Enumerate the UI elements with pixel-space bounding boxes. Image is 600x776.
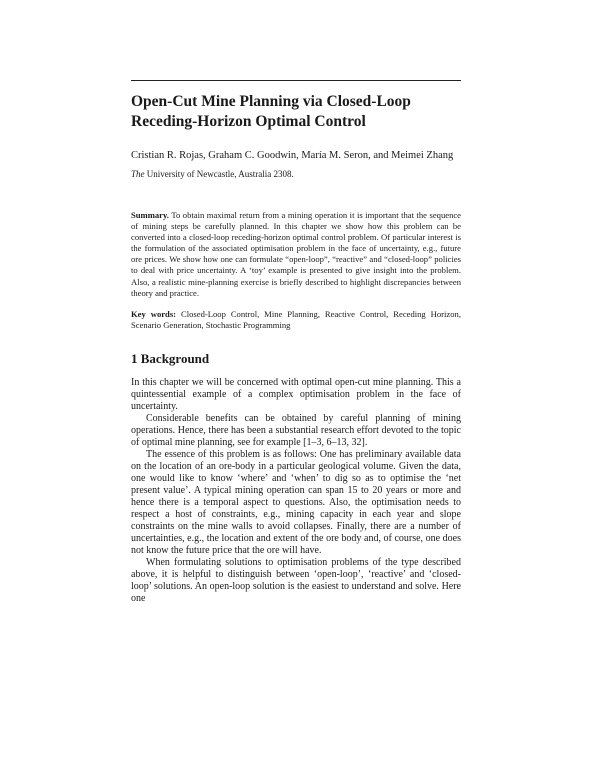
- title-line-2: Receding-Horizon Optimal Control: [131, 113, 366, 130]
- affiliation-prefix: The: [131, 169, 145, 179]
- paragraph: When formulating solutions to optimisation problems of the type described above, it is helpful to distinguish between ‘open-loop’, ‘reactive’ and ‘closed-loop’ solutions. An open-loop solution is the easiest to understand and solve. Here one: [131, 557, 461, 604]
- summary-text: To obtain maximal return from a mining operation it is important that the sequence of mining steps be carefully planned. In this chapter we show how this problem can be converted into a closed-loop receding-horizon optimal control problem. Of particular interest is the formulation of the associated optimisation problem in the face of uncertainty, e.g., future ore prices. We show how one can formulate “open-loop”, “reactive” and “closed-loop” policies to deal with price uncertainty. A ‘toy’ example is presented to give insight into the problem. Also, a realistic mine-planning exercise is briefly described to highlight discrepancies between theory and practice.: [131, 210, 461, 298]
- summary-label: Summary.: [131, 210, 169, 220]
- section-heading: 1 Background: [131, 351, 210, 366]
- keywords: [131, 309, 461, 331]
- paragraph: Considerable benefits can be obtained by careful planning of mining operations. Hence, there has been a substantial research effort devoted to the topic of optimal mine planning, see for example [1–3, 6–13, 32].: [131, 413, 461, 448]
- affiliation-university: University of: [146, 169, 195, 179]
- affiliation-location: Newcastle, Australia 2308.: [196, 169, 294, 179]
- title-line-1: Open-Cut Mine Planning via Closed-Loop: [131, 93, 411, 110]
- paper-title: [131, 92, 471, 132]
- paragraph: In this chapter we will be concerned with optimal open-cut mine planning. This a quintessential example of a complex optimisation problem in the face of uncertainty.: [131, 377, 461, 412]
- affiliation: [131, 168, 471, 180]
- paragraph: The essence of this problem is as follows: One has preliminary available data on the location of an ore-body in a particular geological volume. Given the data, one would like to know ‘where’ and ‘when’ to dig so as to optimise the ‘net present value’. A typical mining operation can span 15 to 20 years or more and hence there is a temporal aspect to questions. Also, the optimisation needs to respect a host of constraints, e.g., mining capacity in each year and slope constraints on the mine walls to avoid collapses. Finally, there are a number of uncertainties, e.g., the location and extent of the ore body and, of course, one does not know the future price that the ore will have.: [131, 449, 461, 556]
- keywords-text: Closed-Loop Control, Mine Planning, Reactive Control, Receding Horizon, Scenario Generation, Stochastic Programming: [131, 309, 461, 331]
- abstract: [131, 210, 461, 299]
- keywords-label: Key words:: [131, 309, 177, 319]
- author-list: Cristian R. Rojas, Graham C. Goodwin, María M. Seron, and Meimei Zhang: [131, 150, 454, 161]
- title-rule: [131, 80, 461, 81]
- body-text: [131, 377, 461, 605]
